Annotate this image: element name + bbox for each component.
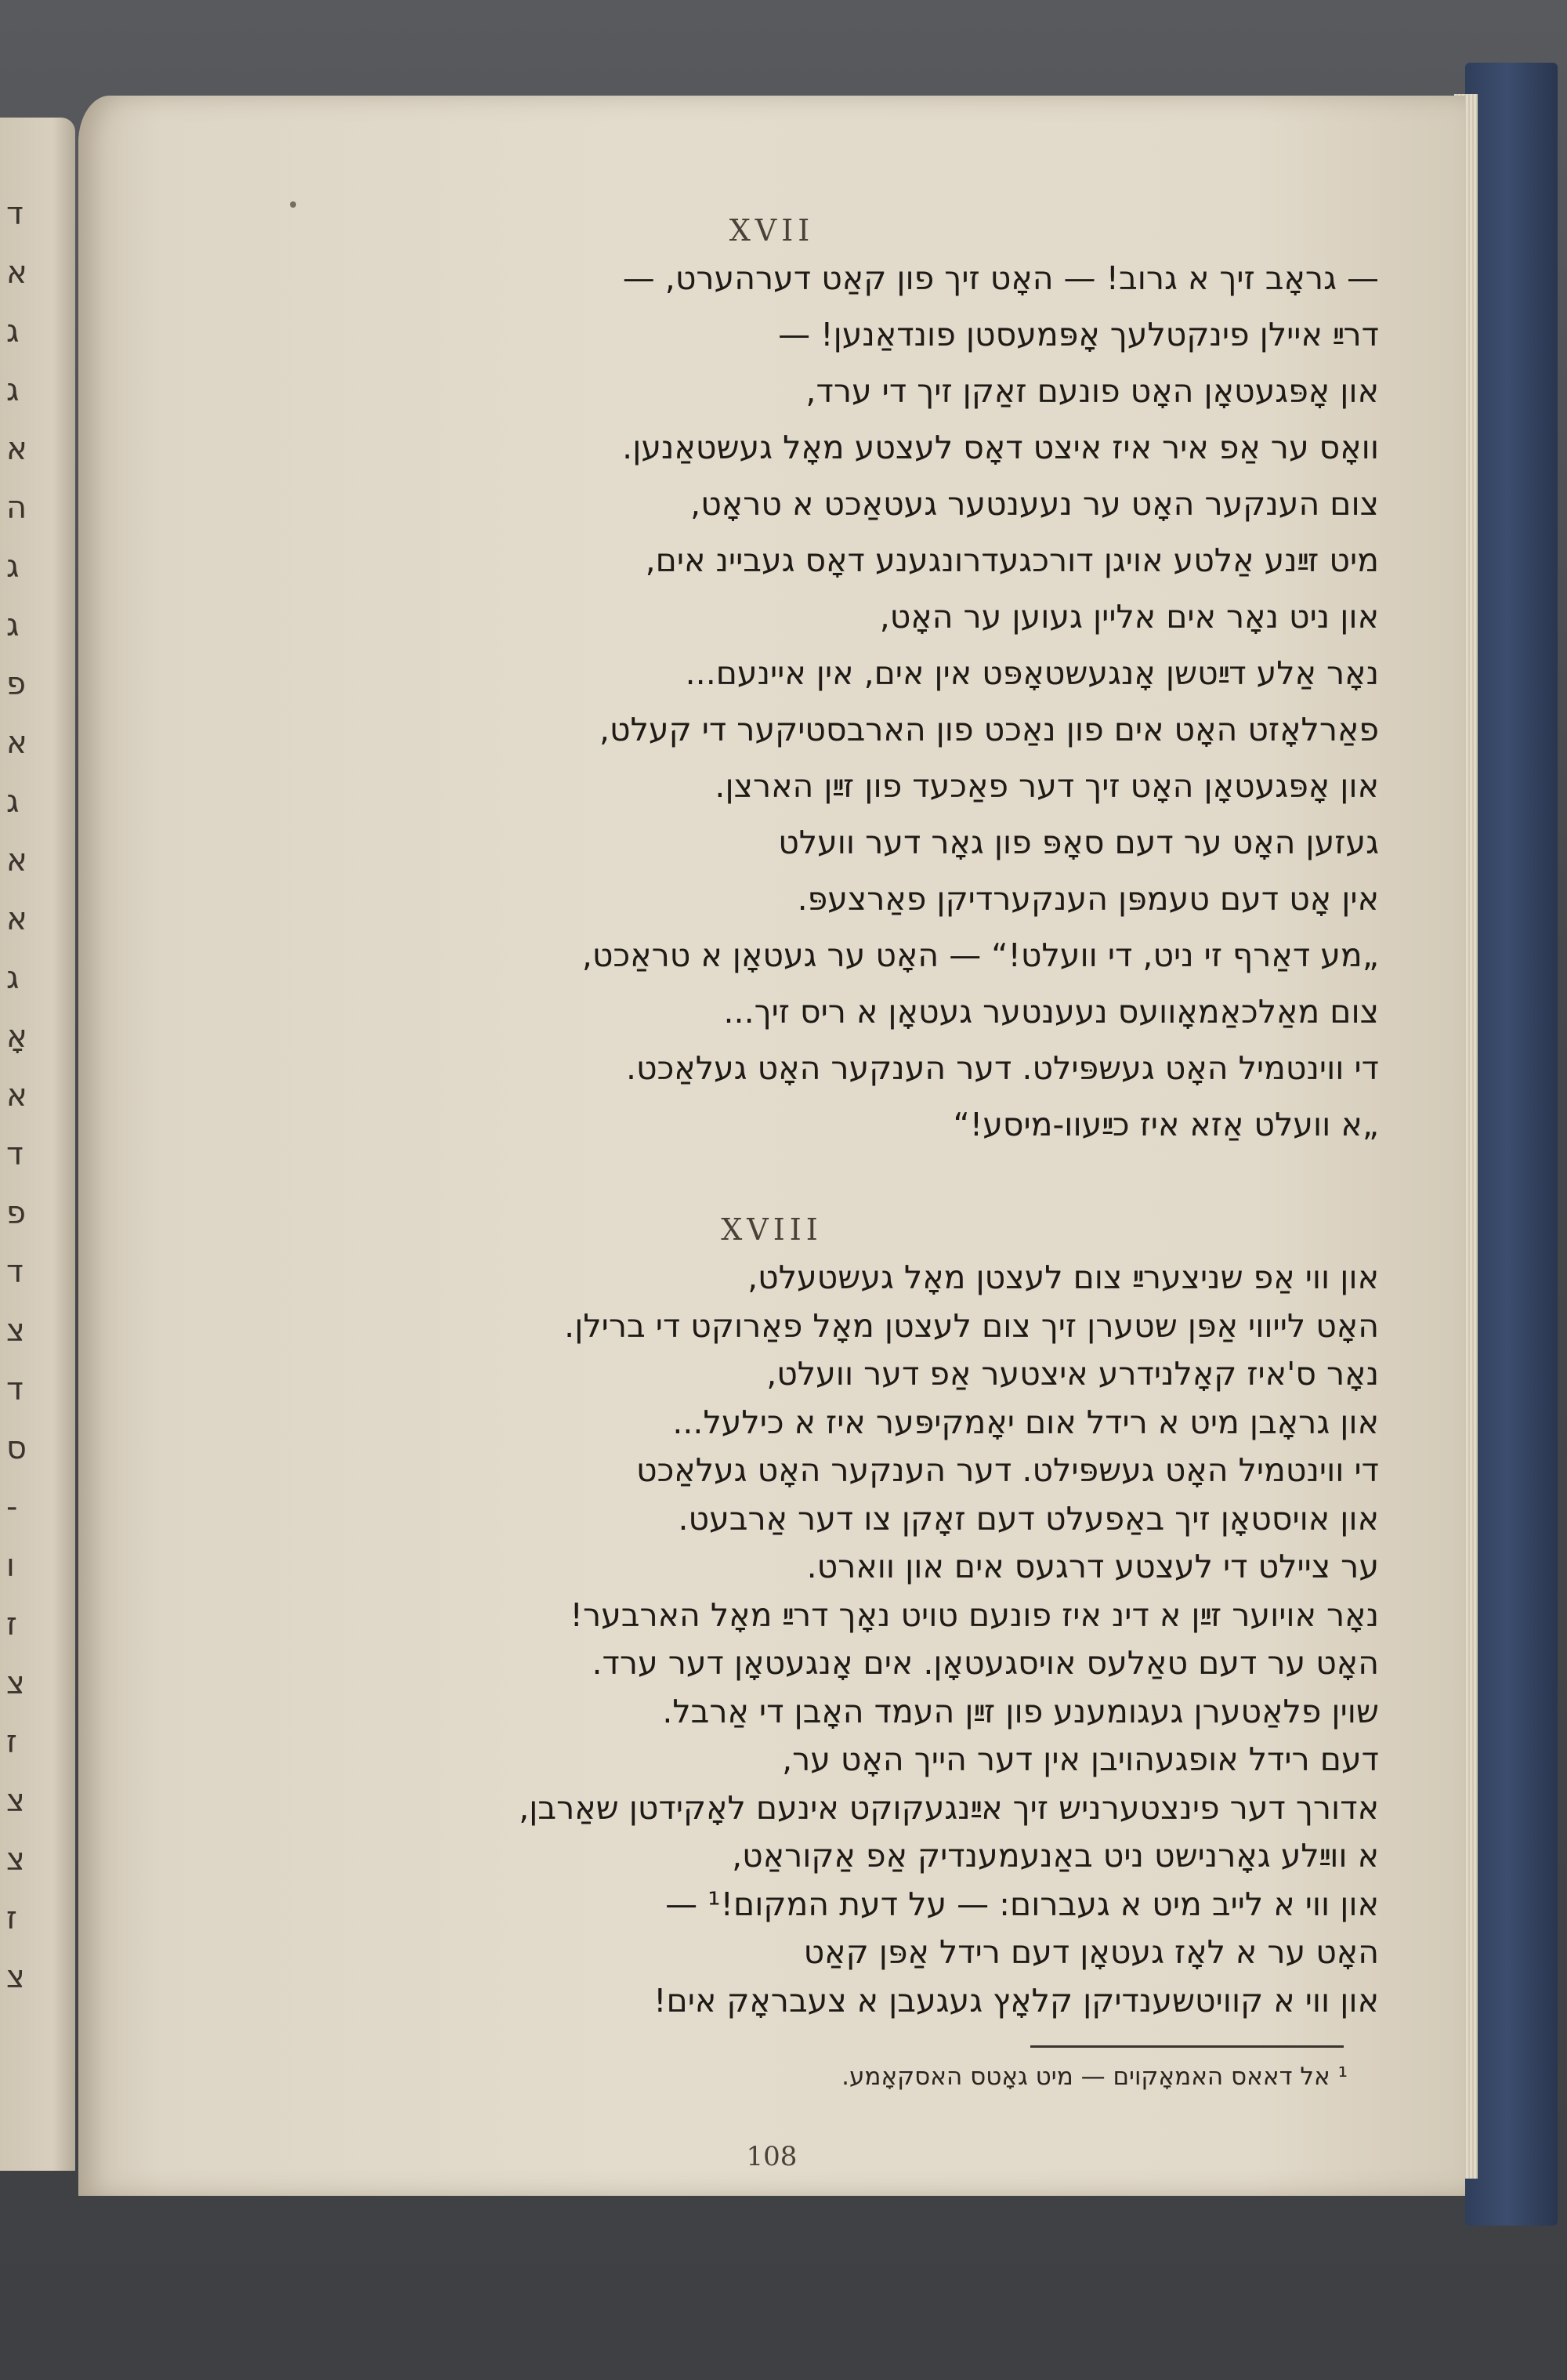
- left-page-fragment: צ: [6, 1783, 25, 1819]
- left-page-fragment: א: [6, 255, 27, 291]
- left-page-fragment: צ: [6, 1842, 25, 1878]
- poem-line: דעם רידל אופגעהויבן אין דער הייך האָט ער,: [782, 1741, 1379, 1778]
- left-page-fragment: ג: [6, 784, 20, 820]
- footnote-rule: [1030, 2045, 1344, 2048]
- left-page-fragment: אָ: [6, 1019, 27, 1055]
- section-heading-18: XVIII: [721, 1212, 823, 1247]
- poem-line: און אָפּגעטאָן האָט זיך דער פאַכעד פון זײַן הארצן.: [715, 767, 1379, 805]
- poem-line: דרײַ איילן פינקטלעך אָפּמעסטן פונדאַנען! —: [778, 316, 1379, 353]
- book-page: [78, 96, 1465, 2196]
- poem-line: און גראָבן מיט א רידל אום יאָמקיפּער איז א כילעל...: [672, 1403, 1379, 1441]
- poem-line: צום הענקער האָט ער נעענטער געטאַכט א טראָט,: [690, 485, 1379, 523]
- left-page-fragment: א: [6, 1078, 27, 1114]
- left-page-fragment: ג: [6, 549, 20, 585]
- left-page-fragment: ג: [6, 960, 20, 996]
- poem-line: „מע דאַרף זי ניט, די וועלט!“ — האָט ער געטאָן א טראַכט,: [581, 936, 1379, 974]
- poem-line: און ווי א קוויטשענדיקן קלאָץ געגעבן א צעבראָק אים!: [653, 1981, 1379, 2020]
- left-page-fragment: -: [6, 1489, 18, 1525]
- left-page-fragment: ג: [6, 372, 20, 408]
- left-page-fragment: ד: [6, 1371, 24, 1407]
- left-page-fragment: צ: [6, 1959, 25, 1995]
- poem-line: ער ציילט די לעצטע דרגעס אים און ווארט.: [806, 1548, 1379, 1585]
- poem-line: אין אָט דעם טעמפּן הענקערדיקן פאַרצעפּ.: [797, 880, 1379, 918]
- poem-line: נאָר ס'איז קאָלנידרע איצטער אַפ דער וועלט,: [766, 1355, 1379, 1393]
- poem-line: צום מאַלכאַמאָוועס נעענטער געטאָן א ריס זיך...: [723, 993, 1379, 1031]
- page-number: 108: [746, 2141, 798, 2172]
- footnote: ¹ אל דאאס האמאָקוים — מיט גאָטס האסקאָמע.: [841, 2063, 1348, 2091]
- poem-line: די ווינטמיל האָט געשפּילט. דער הענקער האָט געלאַכט.: [626, 1049, 1379, 1087]
- poem-line: אדורך דער פינצטערניש זיך אײַנגעקוקט אינעם לאָקידטן שאַרבן,: [519, 1788, 1379, 1827]
- poem-line: האָט ער א לאָז געטאָן דעם רידל אַפּן קאַט: [803, 1933, 1379, 1971]
- left-page-fragment: פ: [6, 1195, 26, 1231]
- poem-line: שוין פלאַטערן געגומענע פון זײַן העמד האָבן די אַרבל.: [662, 1692, 1379, 1730]
- poem-line: און אָפּגעטאָן האָט פונעם זאַקן זיך די ערד,: [805, 372, 1379, 410]
- poem-line: און ווי א לייב מיט א געברום: — על דעת המקום!¹ —: [665, 1885, 1379, 1923]
- poem-line: און אויסטאָן זיך באַפעלט דעם זאָקן צו דער אַרבעט.: [678, 1499, 1379, 1538]
- poem-line: און ניט נאָר אים אליין געוען ער האָט,: [879, 598, 1379, 636]
- left-page-fragment: א: [6, 842, 27, 878]
- left-page-fragment: ז: [6, 1724, 17, 1760]
- left-page-fragment: א: [6, 901, 27, 937]
- poem-line: מיט זײַנע אַלטע אויגן דורכגעדרונגענע דאָס געביינ אים,: [645, 542, 1379, 579]
- left-page-fragment: ד: [6, 1254, 24, 1290]
- left-page-fragment: צ: [6, 1665, 25, 1701]
- poem-line: און ווי אַפ שניצערײַ צום לעצטן מאָל געשטעלט,: [747, 1259, 1379, 1296]
- poem-line: נאָר אויוער זײַן א דינ איז פונעם טויט נאָך דרײַ מאָל הארבער!: [570, 1596, 1379, 1634]
- left-page-fragment: ה: [6, 490, 27, 526]
- left-page-fragment: פ: [6, 666, 26, 702]
- section-heading-17: XVII: [729, 213, 815, 248]
- poem-line: האָט ער דעם טאַלעס אויסגעטאָן. אים אָנגעטאָן דער ערד.: [592, 1644, 1379, 1682]
- poem-line: — גראָב זיך א גרוב! — האָט זיך פון קאַט דערהערט, —: [622, 259, 1379, 297]
- left-page-fragment: ג: [6, 313, 20, 350]
- left-page-fragment: ס: [6, 1430, 27, 1466]
- poem-line: נאָר אַלע דײַטשן אָנגעשטאָפּט אין אים, אין איינעם...: [685, 654, 1379, 692]
- poem-line: א ווײַלע גאָרנישט ניט באַנעמענדיק אַפ אַקוראַט,: [732, 1837, 1379, 1875]
- poem-line: די ווינטמיל האָט געשפּילט. דער הענקער האָט געלאַכט: [636, 1451, 1379, 1489]
- poem-line: „א וועלט אַזא איז כײַעוו-מיסע!“: [953, 1106, 1379, 1143]
- left-page-fragment: ד: [6, 196, 24, 232]
- book-cover-edge: [1465, 63, 1558, 2226]
- page-speck: [290, 201, 296, 208]
- left-page-fragment: ז: [6, 1607, 17, 1643]
- left-page-fragment: ז: [6, 1900, 17, 1936]
- poem-line: פאַרלאָזט האָט אים פון נאַכט פון הארבסטיקער די קעלט,: [599, 711, 1379, 748]
- poem-line: געזען האָט ער דעם סאָפּ פון גאָר דער וועלט: [778, 824, 1379, 861]
- left-page-fragment: א: [6, 431, 27, 467]
- left-page-edge: [0, 118, 75, 2171]
- left-page-fragment: ג: [6, 607, 20, 643]
- left-page-fragment: ו: [6, 1548, 15, 1584]
- left-page-fragment: א: [6, 725, 27, 761]
- poem-line: האָט לייווי אַפּן שטערן זיך צום לעצטן מאָל פאַרוקט די ברילן.: [564, 1306, 1379, 1345]
- left-page-fragment: ד: [6, 1136, 24, 1172]
- poem-line: וואָס ער אַפ איר איז איצט דאָס לעצטע מאָל געשטאַנען.: [622, 429, 1379, 466]
- left-page-fragment: צ: [6, 1313, 25, 1349]
